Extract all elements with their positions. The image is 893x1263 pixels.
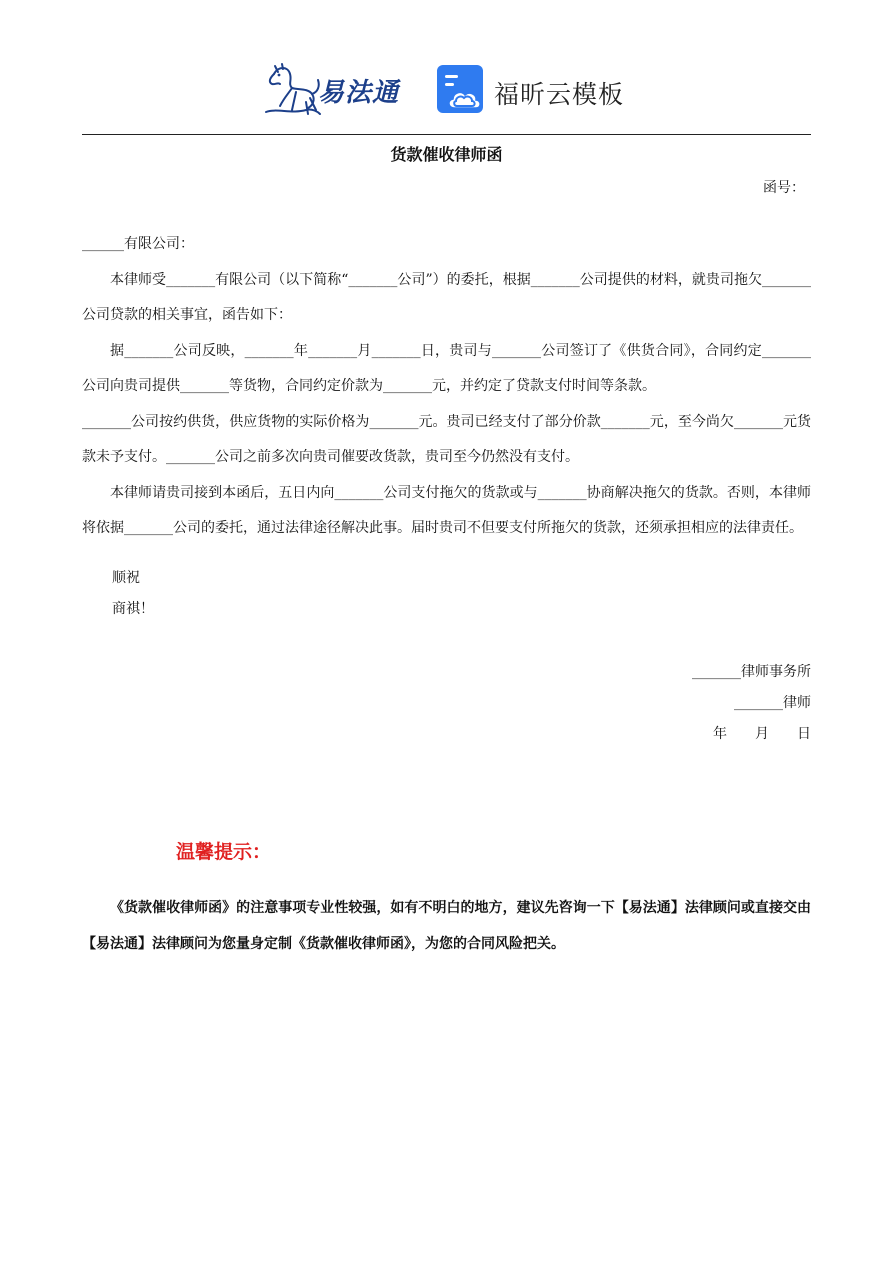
tip-title: 温馨提示：: [176, 841, 272, 863]
letter-number-label: 函号：: [763, 180, 805, 196]
letter-body: [82, 227, 811, 547]
signature-lawyer: _______律师: [734, 695, 811, 711]
cloud-document-icon: [436, 64, 486, 116]
tip-body: [82, 890, 811, 962]
header-divider: [82, 134, 811, 135]
fuxin-logo: [436, 64, 636, 118]
yifatong-logo: [262, 62, 412, 118]
signature-firm: _______律师事务所: [692, 664, 811, 680]
page-header: [0, 60, 893, 122]
signature-date: 年 月 日: [713, 726, 811, 742]
paragraph-commission: 本律师受_______有限公司（以下简称“_______公司”）的委托，根据_______公司提供的材料，就贵司拖欠_______公司贷款的相关事宜，函告如下：: [82, 271, 811, 323]
closing-greeting: 顺祝: [112, 570, 140, 586]
yifatong-brand-text: 易法通: [318, 78, 400, 108]
paragraph-demand: 本律师请贵司接到本函后，五日内向_______公司支付拖欠的货款或与_______协商解决拖欠的货款。否则，本律师将依据_______公司的委托，通过法律途径解决此事。届时贵司不但要支付所拖欠的货款，还须承担相应的法律责任。: [82, 484, 811, 536]
closing-wish: 商祺！: [112, 601, 154, 617]
fuxin-brand-text: 福昕云模板: [494, 80, 625, 109]
tip-text: 《货款催收律师函》的注意事项专业性较强，如有不明白的地方，建议先咨询一下【易法通】法律顾问或直接交由【易法通】法律顾问为您量身定制《货款催收律师函》，为您的合同风险把关。: [82, 900, 811, 952]
horse-icon: [262, 62, 322, 118]
page-title: 货款催收律师函: [390, 145, 503, 164]
addressee-line: ______有限公司：: [82, 236, 194, 252]
paragraph-supply: _______公司按约供货，供应货物的实际价格为_______元。贵司已经支付了部分价款_______元，至今尚欠_______元货款未予支付。_______公司之前多次向贵司催要改货款，贵司至今仍然没有支付。: [82, 413, 811, 465]
paragraph-contract: 据_______公司反映，_______年_______月_______日，贵司与_______公司签订了《供货合同》，合同约定_______公司向贵司提供_______等货物，合同约定价款为_______元，并约定了贷款支付时间等条款。: [82, 342, 811, 394]
